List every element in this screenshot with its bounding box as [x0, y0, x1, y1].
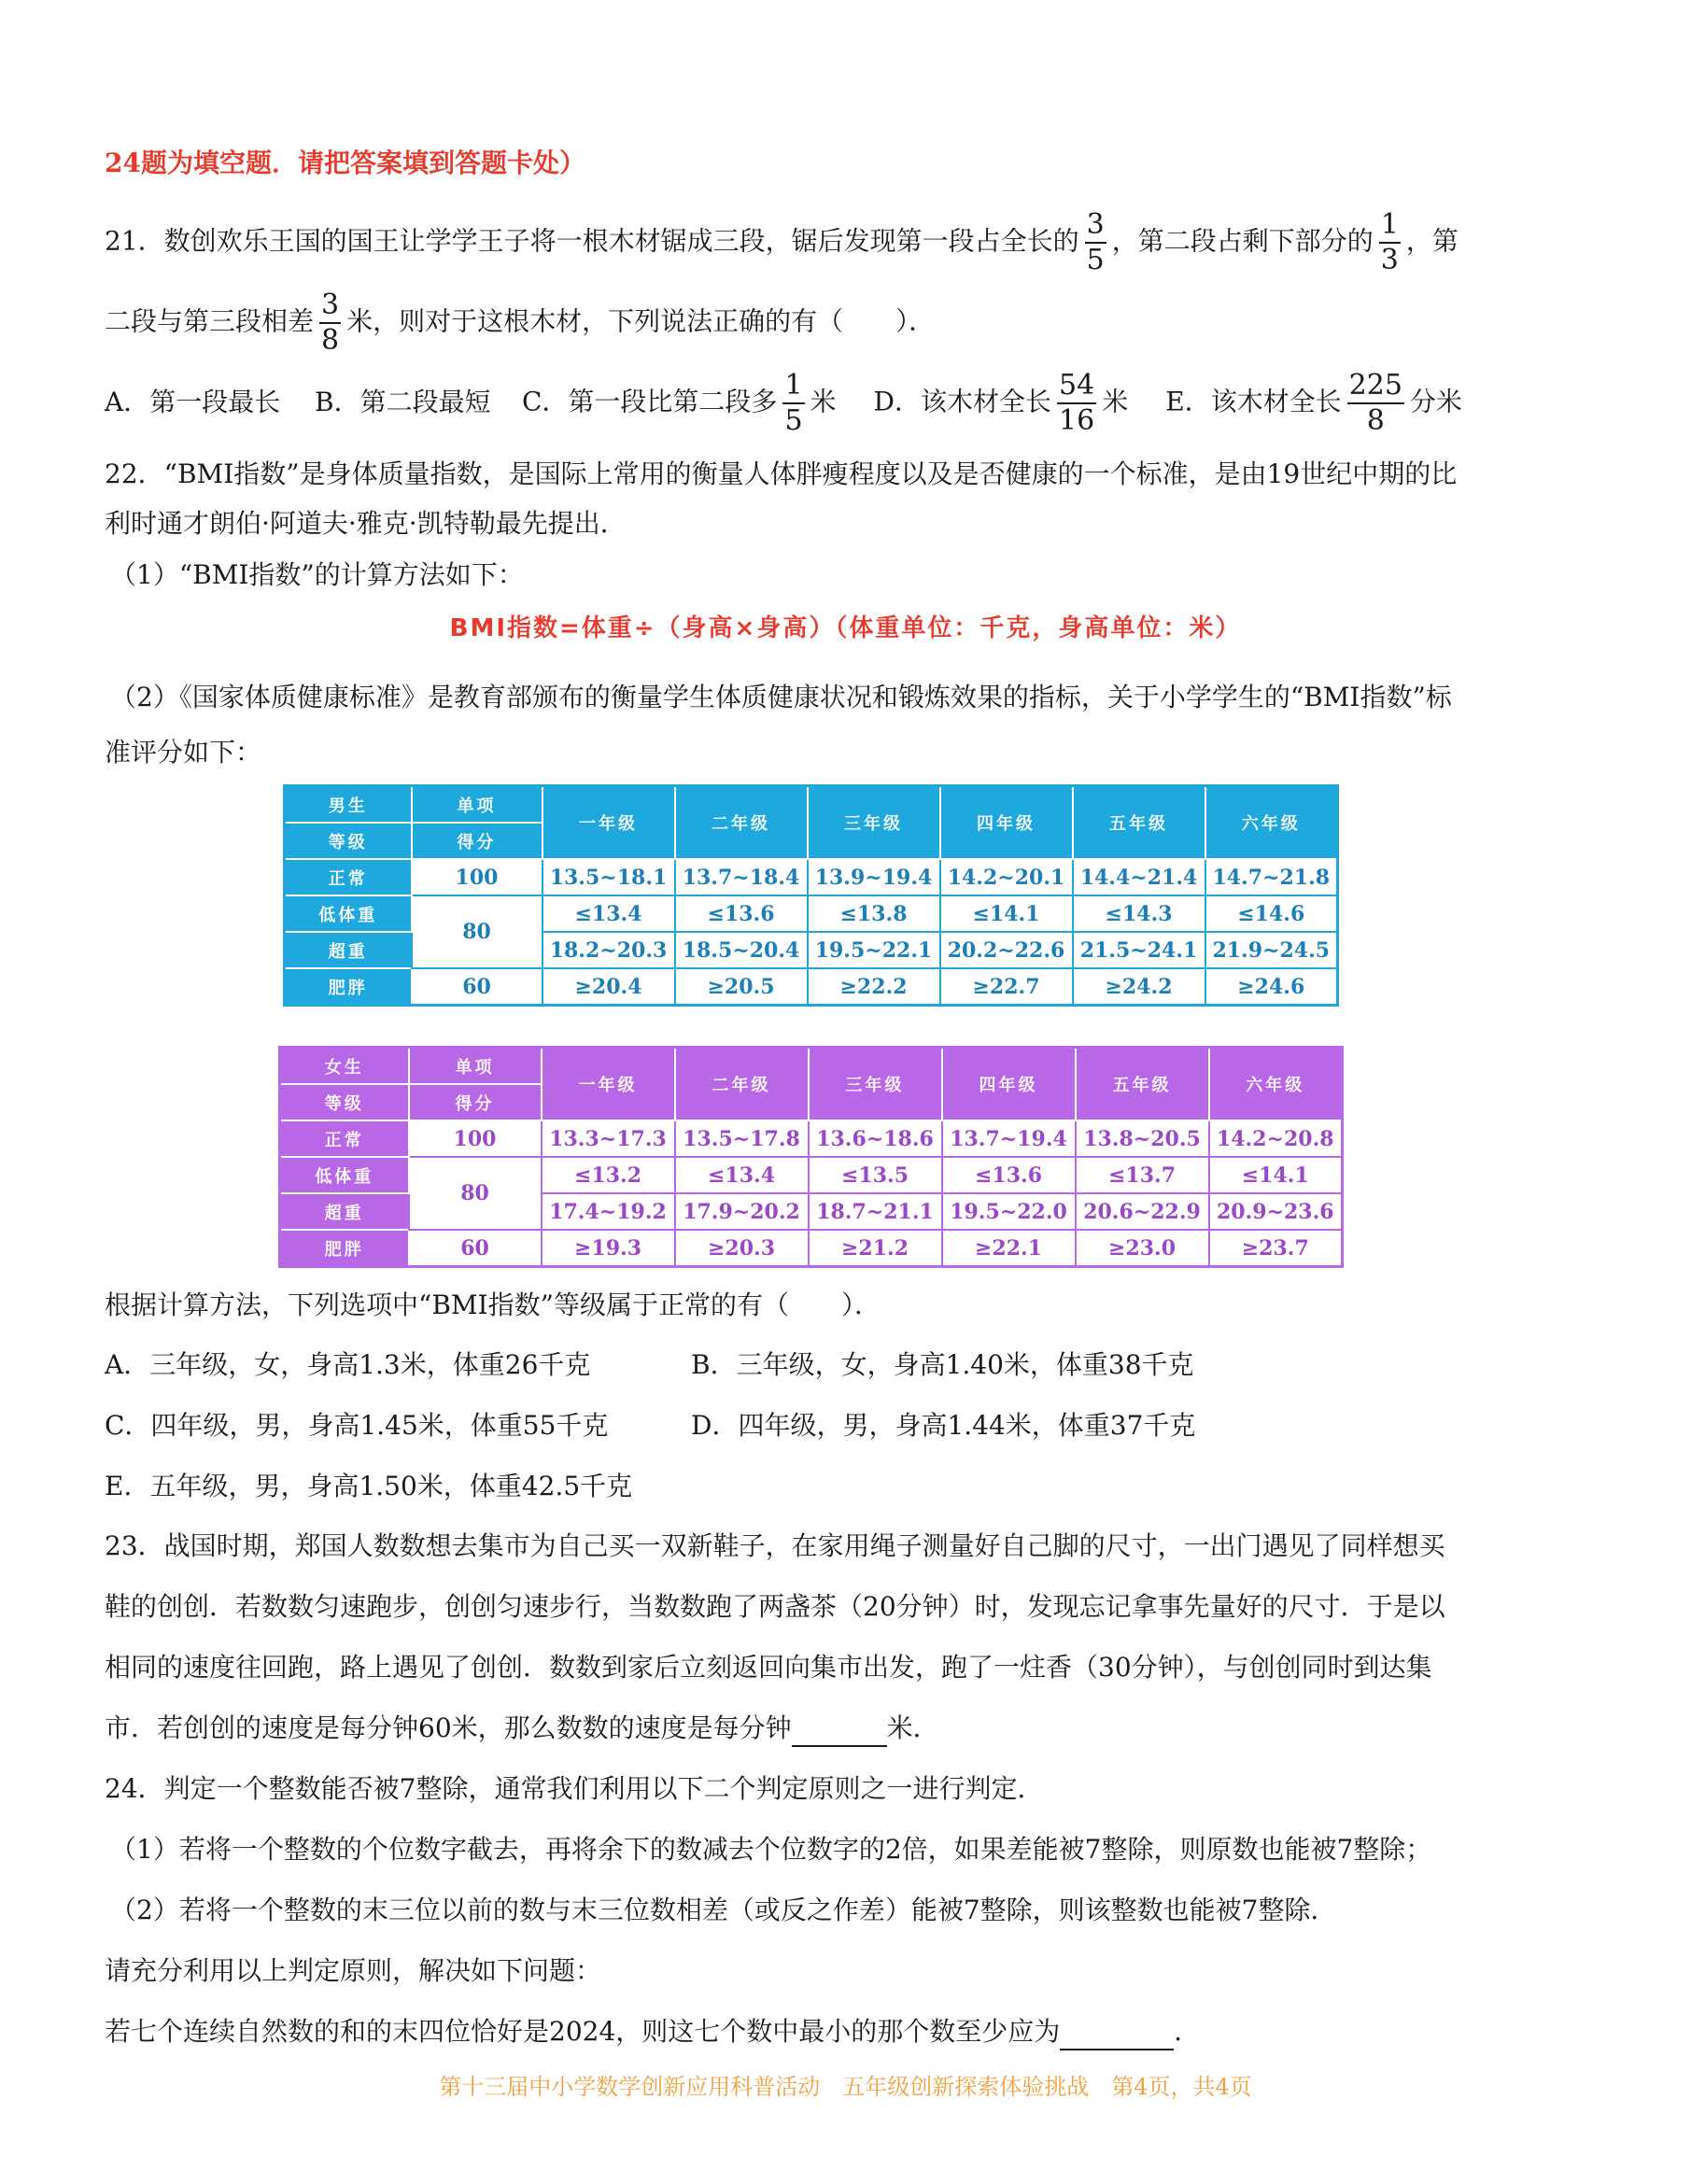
table-cell: 14.2~20.8 — [1209, 1120, 1343, 1157]
table-cell: ≤13.4 — [675, 1157, 809, 1193]
q24-line1: 24．判定一个整数能否被7整除，通常我们利用以下二个判定原则之一进行判定． — [105, 1773, 1044, 1804]
table-cell: ≤13.7 — [1076, 1157, 1209, 1193]
fraction-numerator: 225 — [1347, 372, 1404, 404]
score-cell: 100 — [412, 859, 543, 895]
header-grade: 一年级 — [543, 786, 675, 860]
table-cell: ≥24.6 — [1205, 968, 1338, 1006]
table-header-row — [285, 786, 1338, 824]
table-cell: ≤14.1 — [1209, 1157, 1343, 1193]
table-cell: 20.2~22.6 — [940, 932, 1073, 968]
option-text: E．该木材全长 — [1165, 386, 1342, 417]
table-row-normal — [280, 1120, 1343, 1157]
q21-text: 米，则对于这根木材，下列说法正确的有（ ）． — [346, 305, 936, 337]
table-cell: ≥19.3 — [542, 1230, 675, 1267]
header-item: 单项 — [412, 786, 543, 824]
fraction — [1347, 369, 1404, 437]
table-cell: 13.3~17.3 — [542, 1120, 675, 1157]
table-cell: ≥22.7 — [940, 968, 1073, 1006]
table-cell: ≥21.2 — [809, 1230, 942, 1267]
q22-option-a: A．三年级，女，身高1.3米，体重26千克 — [105, 1349, 591, 1380]
row-label-obese: 肥胖 — [285, 968, 412, 1006]
row-label-low: 低体重 — [285, 895, 412, 932]
table-cell: ≤13.6 — [675, 895, 808, 932]
bmi-formula: BMI指数=体重÷（身高×身高）（体重单位：千克，身高单位：米） — [449, 614, 1242, 642]
q23-line3: 相同的速度往回跑，路上遇见了创创．数数到家后立刻返回向集市出发，跑了一炷香（30分钟），与创创同时到达集 — [105, 1652, 1432, 1683]
fraction-denominator: 8 — [321, 324, 340, 357]
table-cell: ≥23.7 — [1209, 1230, 1343, 1267]
score-cell: 80 — [409, 1157, 542, 1230]
q21-option-d — [873, 369, 1129, 437]
table-cell: ≥20.4 — [543, 968, 675, 1006]
table-cell: 13.5~18.1 — [543, 859, 675, 895]
table-row-low — [280, 1157, 1343, 1193]
q23-text: 市．若创创的速度是每分钟60米，那么数数的速度是每分钟 — [105, 1712, 792, 1743]
header-grade: 六年级 — [1209, 1048, 1343, 1121]
header-gender: 男生 — [285, 786, 412, 824]
q22-option-d: D．四年级，男，身高1.44米，体重37千克 — [691, 1410, 1196, 1441]
q22-line2: 利时通才朗伯·阿道夫·雅克·凯特勒最先提出． — [105, 508, 627, 539]
header-score: 得分 — [409, 1084, 542, 1120]
header-score: 得分 — [412, 823, 543, 859]
table-cell: 18.7~21.1 — [809, 1193, 942, 1230]
q22-option-e: E．五年级，男，身高1.50米，体重42.5千克 — [105, 1471, 633, 1501]
page-footer: 第十三届中小学数学创新应用科普活动 五年级创新探索体验挑战 第4页，共4页 — [439, 2074, 1252, 2100]
table-row-low — [285, 895, 1338, 932]
table-cell: ≤13.8 — [808, 895, 940, 932]
q22-option-b: B．三年级，女，身高1.40米，体重38千克 — [691, 1349, 1194, 1380]
table-cell: 20.9~23.6 — [1209, 1193, 1343, 1230]
header-grade: 三年级 — [808, 786, 940, 860]
q22-ask: 根据计算方法，下列选项中“BMI指数”等级属于正常的有（ ）． — [105, 1289, 881, 1320]
header-grade: 二年级 — [675, 786, 808, 860]
q22-part1: （1）“BMI指数”的计算方法如下： — [110, 559, 524, 590]
q23-line1: 23．战国时期，郑国人数数想去集市为自己买一双新鞋子，在家用绳子测量好自己脚的尺寸，一出门遇见了同样想买 — [105, 1530, 1445, 1561]
q21-line2 — [105, 291, 935, 355]
option-text: C．第一段比第二段多 — [522, 386, 778, 417]
header-grade: 五年级 — [1076, 1048, 1209, 1121]
table-cell: ≥22.2 — [808, 968, 940, 1006]
fraction — [1085, 208, 1106, 276]
answer-blank[interactable] — [1060, 2019, 1174, 2050]
table-cell: 13.5~17.8 — [675, 1120, 809, 1157]
table-cell: ≤13.5 — [809, 1157, 942, 1193]
row-label-low: 低体重 — [280, 1157, 409, 1193]
q22-options-row2 — [105, 1407, 1195, 1444]
score-cell: 60 — [409, 1230, 542, 1267]
q23-text: 米． — [886, 1712, 939, 1743]
header-grade: 四年级 — [942, 1048, 1076, 1121]
row-label-over: 超重 — [285, 932, 412, 968]
row-label-normal: 正常 — [285, 859, 412, 895]
table-cell: 13.7~19.4 — [942, 1120, 1076, 1157]
table-cell: 21.9~24.5 — [1205, 932, 1338, 968]
q21-text: ，第 — [1405, 225, 1458, 257]
fraction-numerator: 3 — [1085, 211, 1106, 244]
table-cell: 17.4~19.2 — [542, 1193, 675, 1230]
table-cell: 17.9~20.2 — [675, 1193, 809, 1230]
q22-option-c: C．四年级，男，身高1.45米，体重55千克 — [105, 1410, 609, 1441]
table-cell: 13.6~18.6 — [809, 1120, 942, 1157]
header-grade: 六年级 — [1205, 786, 1338, 860]
q24-text: 若七个连续自然数的和的末四位恰好是2024，则这七个数中最小的那个数至少应为 — [105, 2016, 1061, 2047]
option-text: 分米 — [1409, 386, 1462, 417]
table-cell: 13.7~18.4 — [675, 859, 808, 895]
fraction — [319, 291, 341, 355]
fraction-denominator: 3 — [1380, 244, 1399, 276]
table-cell: 14.2~20.1 — [940, 859, 1073, 895]
header-grade: 二年级 — [675, 1048, 809, 1121]
q22-line1: 22．“BMI指数”是身体质量指数，是国际上常用的衡量人体胖瘦程度以及是否健康的一个标准，是由19世纪中期的比 — [105, 458, 1458, 489]
q21-option-c — [522, 369, 837, 437]
fraction — [782, 369, 804, 437]
option-text: 米 — [1102, 386, 1129, 417]
header-grade: 三年级 — [809, 1048, 942, 1121]
table-cell: ≤13.2 — [542, 1157, 675, 1193]
table-cell: 13.8~20.5 — [1076, 1120, 1209, 1157]
answer-blank[interactable] — [792, 1715, 887, 1747]
q22-options-row1 — [105, 1346, 1194, 1384]
score-cell: 80 — [412, 895, 543, 968]
row-label-normal: 正常 — [280, 1120, 409, 1157]
table-cell: ≥23.0 — [1076, 1230, 1209, 1267]
q21-line1 — [105, 208, 1458, 276]
score-cell: 100 — [409, 1120, 542, 1157]
option-text: D．该木材全长 — [873, 386, 1051, 417]
header-gender: 女生 — [280, 1048, 409, 1085]
score-cell: 60 — [412, 968, 543, 1006]
header-grade: 五年级 — [1073, 786, 1205, 860]
table-cell: 14.4~21.4 — [1073, 859, 1205, 895]
table-cell: 20.6~22.9 — [1076, 1193, 1209, 1230]
q21-option-a: A．第一段最长 — [105, 386, 281, 417]
table-cell: 14.7~21.8 — [1205, 859, 1338, 895]
header-level: 等级 — [285, 823, 412, 859]
table-row-obese — [285, 968, 1338, 1006]
q21-text: 二段与第三段相差 — [105, 305, 315, 337]
fraction-numerator: 54 — [1057, 372, 1096, 404]
q22-part2-line1: （2）《国家体质健康标准》是教育部颁布的衡量学生体质健康状况和锻炼效果的指标，关于小学学生的“BMI指数”标 — [110, 682, 1452, 712]
q21-options — [105, 369, 1462, 437]
fraction-numerator: 1 — [782, 372, 804, 404]
fraction-numerator: 3 — [319, 291, 341, 324]
q23-line4 — [105, 1710, 939, 1747]
fraction-denominator: 5 — [1086, 244, 1105, 276]
header-grade: 四年级 — [940, 786, 1073, 860]
table-cell: 18.2~20.3 — [543, 932, 675, 968]
q21-option-e — [1165, 369, 1462, 437]
table-cell: ≥20.3 — [675, 1230, 809, 1267]
fraction-denominator: 16 — [1059, 404, 1095, 437]
table-row-obese — [280, 1230, 1343, 1267]
q24-line5 — [105, 2013, 1200, 2050]
row-label-obese: 肥胖 — [280, 1230, 409, 1267]
header-item: 单项 — [409, 1048, 542, 1085]
q24-line4: 请充分利用以上判定原则，解决如下问题： — [105, 1955, 602, 1986]
fraction-denominator: 8 — [1366, 404, 1385, 437]
girls-bmi-table — [278, 1046, 1344, 1268]
header-grade: 一年级 — [542, 1048, 675, 1121]
table-cell: ≤14.6 — [1205, 895, 1338, 932]
q21-option-b: B．第二段最短 — [315, 386, 491, 417]
table-cell: 18.5~20.4 — [675, 932, 808, 968]
q21-text: ，第二段占剩下部分的 — [1111, 225, 1374, 257]
row-label-over: 超重 — [280, 1193, 409, 1230]
header-level: 等级 — [280, 1084, 409, 1120]
table-cell: ≥24.2 — [1073, 968, 1205, 1006]
table-cell: ≥20.5 — [675, 968, 808, 1006]
fraction-denominator: 5 — [784, 404, 803, 437]
table-cell: ≤14.3 — [1073, 895, 1205, 932]
q21-text: 21．数创欢乐王国的国王让学学王子将一根木材锯成三段，锯后发现第一段占全长的 — [105, 225, 1079, 257]
table-cell: 19.5~22.1 — [808, 932, 940, 968]
table-cell: ≤13.4 — [543, 895, 675, 932]
fraction — [1379, 208, 1401, 276]
section-header: 24题为填空题．请把答案填到答题卡处） — [105, 148, 585, 178]
table-row-normal — [285, 859, 1338, 895]
table-cell: 13.9~19.4 — [808, 859, 940, 895]
table-cell: ≤14.1 — [940, 895, 1073, 932]
table-cell: ≥22.1 — [942, 1230, 1076, 1267]
table-cell: 19.5~22.0 — [942, 1193, 1076, 1230]
q24-rule1: （1）若将一个整数的个位数字截去，再将余下的数减去个位数字的2倍，如果差能被7整除，则原数也能被7整除； — [110, 1834, 1432, 1865]
table-cell: 21.5~24.1 — [1073, 932, 1205, 968]
q24-rule2: （2）若将一个整数的末三位以前的数与末三位数相差（或反之作差）能被7整除，则该整数也能被7整除． — [110, 1895, 1337, 1925]
q22-part2-line2: 准评分如下： — [105, 737, 262, 768]
fraction-numerator: 1 — [1379, 211, 1401, 244]
boys-bmi-table — [283, 784, 1339, 1007]
q23-line2: 鞋的创创．若数数匀速跑步，创创匀速步行，当数数跑了两盏茶（20分钟）时，发现忘记拿事先量好的尺寸．于是以 — [105, 1591, 1445, 1622]
table-header-row — [280, 1048, 1343, 1085]
q24-text: ． — [1174, 2016, 1201, 2047]
table-cell: ≤13.6 — [942, 1157, 1076, 1193]
option-text: 米 — [810, 386, 837, 417]
fraction — [1057, 369, 1096, 437]
